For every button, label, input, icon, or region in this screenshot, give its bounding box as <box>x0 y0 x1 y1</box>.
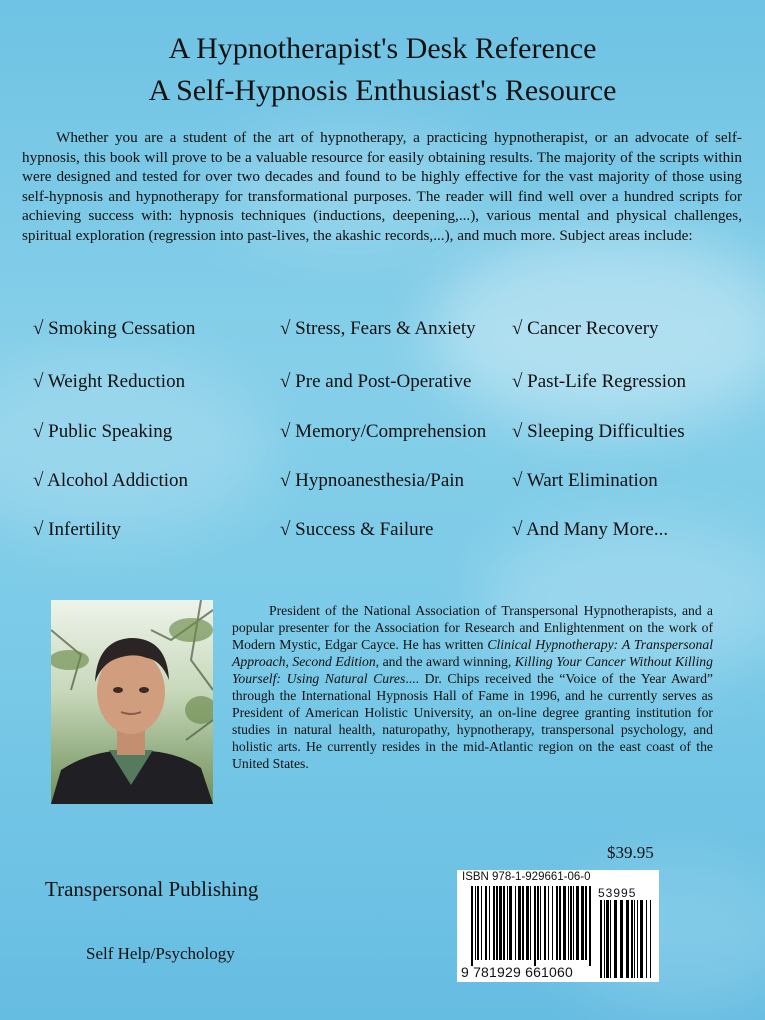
subject-item: √ Pre and Post-Operative <box>280 371 472 392</box>
book-category: Self Help/Psychology <box>86 944 235 963</box>
subject-item: √ Sleeping Difficulties <box>512 421 685 442</box>
bio-text: and the award winning, <box>379 654 515 669</box>
author-photo <box>51 600 213 804</box>
bio-text: .... Dr. Chips received the “Voice of the Year Award” through the International Hypnosis Hall of Fame in 1996, and he currently serves as President of American Holistic University, an on-line degree granting institution for studies in natural health, naturopathy, hypnotherapy, transpersonal psychology, and holistic arts. He currently resides in the mid-Atlantic region on the east coast of the United States. <box>232 671 713 771</box>
subject-item: √ And Many More... <box>512 519 669 540</box>
publisher-name: Transpersonal Publishing <box>45 877 259 901</box>
subject-item: √ Memory/Comprehension <box>280 421 487 442</box>
subject-item: √ Cancer Recovery <box>512 318 659 339</box>
price-label: $39.95 <box>607 843 654 862</box>
title-line-1: A Hypnotherapist's Desk Reference <box>168 32 597 65</box>
author-bio <box>232 602 713 772</box>
isbn-digits: 9 781929 661060 <box>461 964 573 980</box>
title-line-2: A Self-Hypnosis Enthusiast's Resource <box>148 74 617 107</box>
subject-item: √ Success & Failure <box>280 519 434 540</box>
isbn-label: ISBN 978-1-929661-06-0 <box>462 871 591 883</box>
subject-item: √ Public Speaking <box>33 421 173 442</box>
price-code: 53995 <box>598 886 637 900</box>
book-description: Whether you are a student of the art of hypnotherapy, a practicing hypnotherapist, or an advocate of self-hypnosis, this book will prove to be a valuable resource for easily obtaining results. The majority of the scripts within were designed and tested for over two decades and found to be highly effective for the vast majority of those using self-hypnosis and hypnotherapy for transformational purposes. The reader will find well over a hundred scripts for achieving success with: hypnosis techniques (inductions, deepening,...), various mental and physical challenges, spiritual exploration (regression into past-lives, the akashic records,...), and much more. Subject areas include: <box>22 129 742 244</box>
subject-item: √ Hypnoanesthesia/Pain <box>280 470 465 491</box>
bio-text: President of the National Association of Transpersonal Hypnotherapists, and a popular presenter for the Association for Research and Enlightenment on the work of Modern Mystic, Edgar Cayce. He has written <box>232 603 713 652</box>
subject-item: √ Past-Life Regression <box>512 371 687 392</box>
subject-item: √ Weight Reduction <box>33 371 186 392</box>
subject-item: √ Smoking Cessation <box>33 318 196 339</box>
book-title: Clinical Hypnotherapy: A Transpersonal Approach, Second Edition, <box>232 637 713 669</box>
isbn-barcode <box>457 870 659 982</box>
subject-item: √ Stress, Fears & Anxiety <box>280 318 476 339</box>
book-title: Killing Your Cancer Without Killing Yourself: Using Natural Cures <box>232 654 713 686</box>
subject-item: √ Alcohol Addiction <box>33 470 189 491</box>
subject-item: √ Infertility <box>33 519 121 540</box>
subject-item: √ Wart Elimination <box>512 470 658 491</box>
